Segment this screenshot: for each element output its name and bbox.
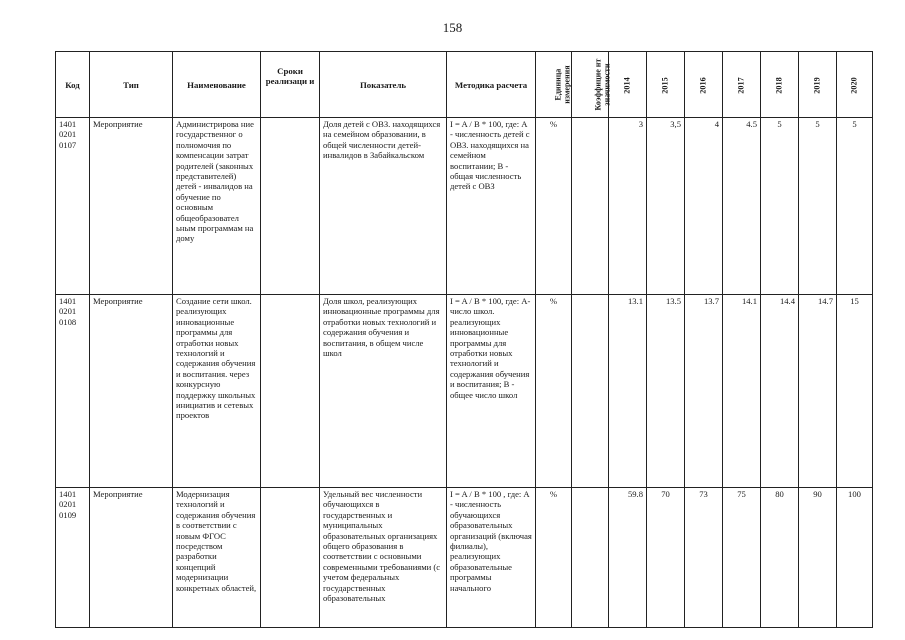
cell-value-2020: 15: [837, 295, 873, 488]
cell-name: Модернизация технологий и содержания обучения в соответствии с новым ФГОС посредством разработки концепций модернизации конкретных областей,: [173, 488, 261, 628]
cell-term: [261, 295, 320, 488]
header-year-2019: 2019: [799, 52, 837, 118]
header-year-2016: 2016: [685, 52, 723, 118]
cell-type: Мероприятие: [90, 118, 173, 295]
cell-value-2017: 14.1: [723, 295, 761, 488]
header-year-2014: 2014: [609, 52, 647, 118]
cell-coef: [572, 488, 609, 628]
header-name: Наименование: [173, 52, 261, 118]
page-number: 158: [442, 20, 463, 35]
table-row: [56, 118, 873, 295]
cell-value-2016: 73: [685, 488, 723, 628]
cell-value-2018: 14.4: [761, 295, 799, 488]
cell-term: [261, 488, 320, 628]
cell-value-2015: 3,5: [647, 118, 685, 295]
header-coef: Коэффицие нт значимости: [572, 52, 609, 118]
cell-code: 1401 0201 0107: [56, 118, 90, 295]
cell-indicator: Доля школ, реализующих инновационные программы для отработки новых технологий и содержания обучения и воспитания, в общем числе школ: [320, 295, 447, 488]
cell-value-2019: 90: [799, 488, 837, 628]
cell-indicator: Доля детей с ОВЗ. находящихся на семейном образовании, в общей численности детей-инвалидов в Забайкальском: [320, 118, 447, 295]
cell-value-2018: 80: [761, 488, 799, 628]
cell-value-2015: 70: [647, 488, 685, 628]
cell-value-2018: 5: [761, 118, 799, 295]
cell-unit: %: [536, 295, 572, 488]
cell-code: 1401 0201 0109: [56, 488, 90, 628]
cell-indicator: Удельный вес численности обучающихся в государственных и муниципальных образовательных организациях общего образования в соответствии с основными современными требованиями (с учетом федеральных государственных образовательных: [320, 488, 447, 628]
header-year-2017: 2017: [723, 52, 761, 118]
header-year-2018: 2018: [761, 52, 799, 118]
cell-method: I = A / B * 100 , где: A - численность обучающихся образовательных организаций (включая филиалы), реализующих образовательные программы начального: [447, 488, 536, 628]
header-term: Сроки реализаци и: [261, 52, 320, 118]
cell-value-2015: 13.5: [647, 295, 685, 488]
table-row: [56, 295, 873, 488]
cell-value-2016: 4: [685, 118, 723, 295]
cell-unit: %: [536, 488, 572, 628]
cell-code: 1401 0201 0108: [56, 295, 90, 488]
indicators-table: [55, 51, 873, 628]
cell-value-2019: 14.7: [799, 295, 837, 488]
cell-name: Создание сети школ. реализующих инновационные программы для отработки новых технологий и содержания обучения и воспитания. через конкурсную поддержку школьных инициатив и сетевых проектов: [173, 295, 261, 488]
header-code: Код: [56, 52, 90, 118]
header-indicator: Показатель: [320, 52, 447, 118]
cell-value-2017: 4.5: [723, 118, 761, 295]
cell-value-2020: 100: [837, 488, 873, 628]
cell-type: Мероприятие: [90, 295, 173, 488]
table-row: [56, 488, 873, 628]
cell-coef: [572, 295, 609, 488]
header-unit: Единица измерения: [536, 52, 572, 118]
cell-value-2017: 75: [723, 488, 761, 628]
cell-value-2020: 5: [837, 118, 873, 295]
header-method: Методика расчета: [447, 52, 536, 118]
cell-coef: [572, 118, 609, 295]
cell-value-2019: 5: [799, 118, 837, 295]
cell-term: [261, 118, 320, 295]
header-year-2020: 2020: [837, 52, 873, 118]
cell-value-2014: 13.1: [609, 295, 647, 488]
cell-type: Мероприятие: [90, 488, 173, 628]
cell-unit: %: [536, 118, 572, 295]
header-type: Тип: [90, 52, 173, 118]
cell-name: Администрирова ние государственног о полномочия по компенсации затрат родителей (законных представителей) детей - инвалидов на обучение по основным общеобразовател ьным программам на дому: [173, 118, 261, 295]
cell-value-2014: 3: [609, 118, 647, 295]
cell-method: I = A / B * 100, где: A- число школ. реализующих инновационные программы для отработки новых технологий и содержания обучения и воспитания; B - общее число школ: [447, 295, 536, 488]
cell-value-2016: 13.7: [685, 295, 723, 488]
table-header-row: [56, 52, 873, 118]
header-year-2015: 2015: [647, 52, 685, 118]
cell-value-2014: 59.8: [609, 488, 647, 628]
cell-method: I = A / B * 100, где: A - численность детей с ОВЗ. находящихся на семейном воспитании; B - общая численность детей с ОВЗ: [447, 118, 536, 295]
